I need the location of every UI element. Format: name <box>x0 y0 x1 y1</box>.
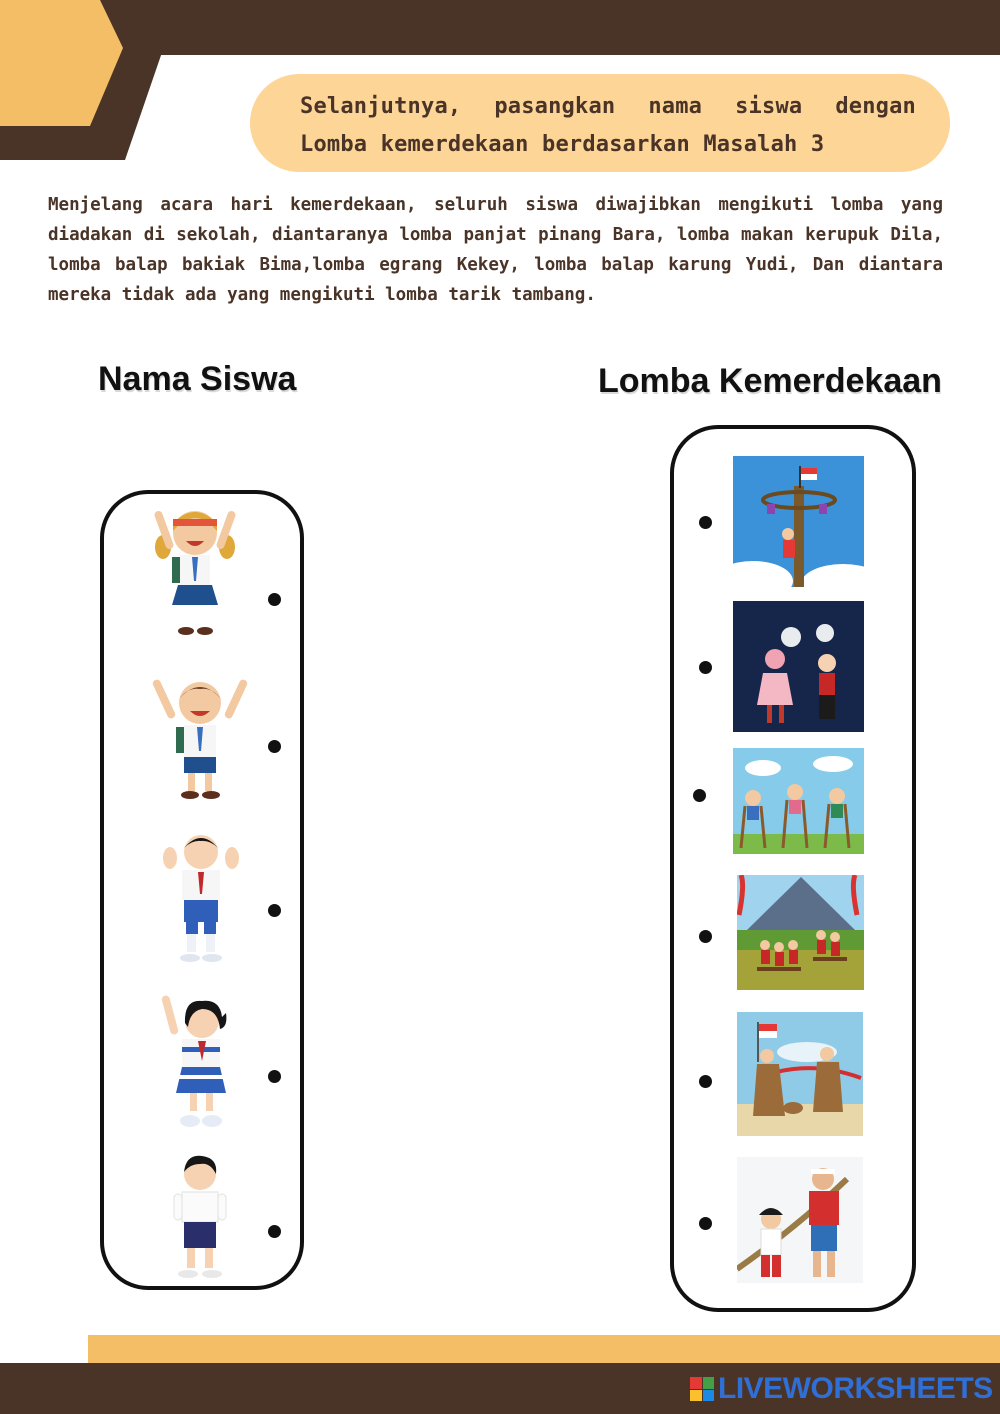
girl-waving-icon <box>161 995 226 1127</box>
balap-karung-image <box>737 1012 863 1136</box>
competition-2-dot[interactable] <box>699 661 712 674</box>
girl-pigtails-icon <box>150 505 240 640</box>
tarik-tambang-image <box>737 1157 863 1283</box>
liveworksheets-brand[interactable] <box>690 1372 993 1406</box>
boy-waving-icon <box>163 835 239 962</box>
makan-kerupuk-image <box>733 601 864 732</box>
panjat-pinang-image <box>733 456 864 587</box>
boy-cheering-icon <box>151 678 248 799</box>
competition-1-dot[interactable] <box>699 516 712 529</box>
balap-bakiak-image <box>737 875 864 990</box>
story-paragraph: Menjelang acara hari kemerdekaan, seluruh siswa diwajibkan mengikuti lomba yang diadakan di sekolah, diantaranya lomba panjat pinang Bara, lomba makan kerupuk Dila, lomba balap bakiak Bima,lomba egrang Kekey, lomba balap karung Yudi, Dan diantara mereka tidak ada yang mengikuti lomba tarik tambang. <box>48 195 943 305</box>
student-2-dot[interactable] <box>268 740 281 753</box>
instruction-box <box>250 74 950 172</box>
heading-lomba-kemerdekaan: Lomba Kemerdekaan <box>598 362 942 400</box>
heading-nama-siswa: Nama Siswa <box>98 360 297 398</box>
student-4-dot[interactable] <box>268 1070 281 1083</box>
student-1-dot[interactable] <box>268 593 281 606</box>
egrang-image <box>733 748 864 854</box>
liveworksheets-text: LIVEWORKSHEETS <box>718 1372 993 1405</box>
competition-3-dot[interactable] <box>693 789 706 802</box>
instruction-text: Selanjutnya, pasangkan nama siswa dengan Lomba kemerdekaan berdasarkan Masalah 3 <box>300 94 916 157</box>
boy-standing-icon <box>174 1156 226 1278</box>
competition-4-dot[interactable] <box>699 930 712 943</box>
competition-6-dot[interactable] <box>699 1217 712 1230</box>
footer-strip <box>88 1335 1000 1365</box>
corner-decoration <box>0 0 180 160</box>
liveworksheets-logo-icon <box>690 1377 714 1401</box>
student-5-dot[interactable] <box>268 1225 281 1238</box>
competition-5-dot[interactable] <box>699 1075 712 1088</box>
student-3-dot[interactable] <box>268 904 281 917</box>
